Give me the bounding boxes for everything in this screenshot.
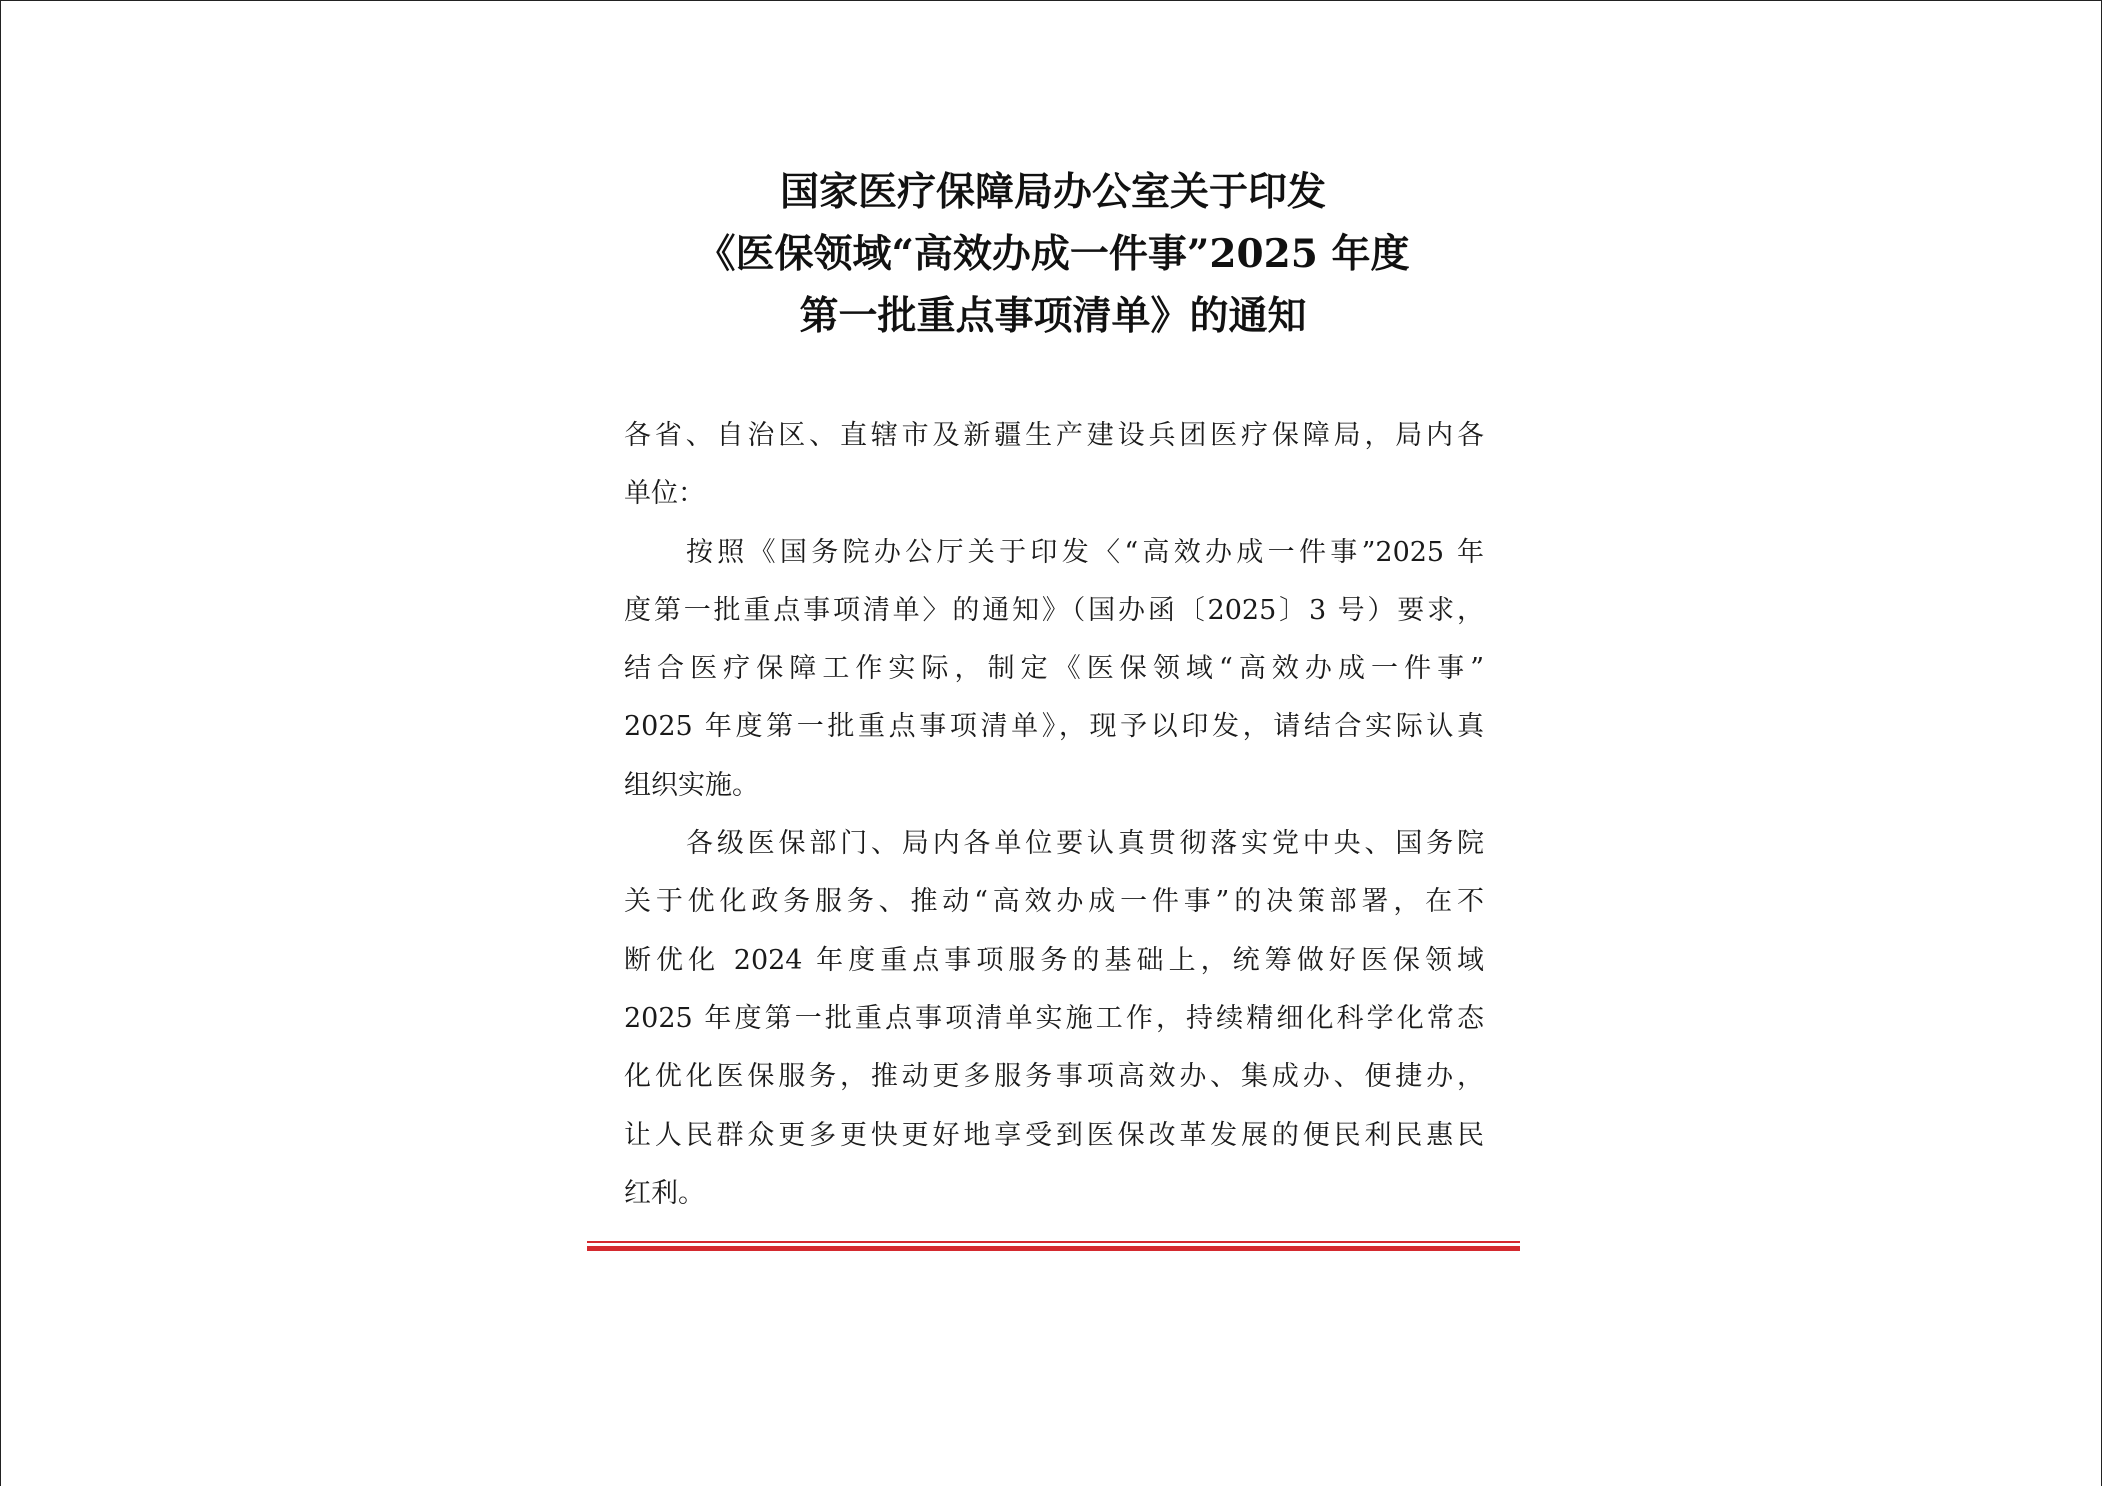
paragraph-1-line-2: 度第一批重点事项清单〉的通知》（国办函〔2025〕3 号）要求， bbox=[624, 594, 1484, 626]
document-body bbox=[624, 407, 1484, 1223]
salutation-line-2: 单位： bbox=[624, 478, 705, 510]
paragraph-1-line-5: 组织实施。 bbox=[624, 769, 759, 801]
paragraph-2-line-1: 各级医保部门、局内各单位要认真贯彻落实党中央、国务院 bbox=[686, 828, 1484, 860]
red-separator-thick bbox=[587, 1246, 1520, 1251]
title-line-3: 第一批重点事项清单》的通知 bbox=[799, 293, 1307, 339]
paragraph-2-line-4: 2025 年度第一批重点事项清单实施工作，持续精细化科学化常态 bbox=[624, 1002, 1484, 1034]
paragraph-2-line-7: 红利。 bbox=[624, 1177, 705, 1209]
paragraph-2-line-6: 让人民群众更多更快更好地享受到医保改革发展的便民利民惠民 bbox=[624, 1119, 1484, 1151]
paragraph-2 bbox=[624, 815, 1484, 1223]
paragraph-1-line-3: 结合医疗保障工作实际，制定《医保领域“高效办成一件事” bbox=[624, 653, 1484, 685]
paragraph-1 bbox=[624, 524, 1484, 815]
paragraph-2-line-5: 化优化医保服务，推动更多服务事项高效办、集成办、便捷办， bbox=[624, 1061, 1484, 1093]
paragraph-2-line-2: 关于优化政务服务、推动“高效办成一件事”的决策部署，在不 bbox=[624, 886, 1484, 918]
paragraph-2-line-3: 断优化 2024 年度重点事项服务的基础上，统筹做好医保领域 bbox=[624, 944, 1484, 976]
red-separator-thin bbox=[587, 1241, 1520, 1243]
salutation bbox=[624, 407, 1484, 524]
title-line-2: 《医保领域“高效办成一件事”2025 年度 bbox=[696, 231, 1410, 277]
salutation-line-1: 各省、自治区、直辖市及新疆生产建设兵团医疗保障局，局内各 bbox=[624, 420, 1484, 451]
document-title bbox=[621, 161, 1485, 347]
paragraph-1-line-1: 按照《国务院办公厅关于印发〈“高效办成一件事”2025 年 bbox=[686, 536, 1484, 568]
title-line-1: 国家医疗保障局办公室关于印发 bbox=[779, 169, 1326, 215]
paragraph-1-line-4: 2025 年度第一批重点事项清单》，现予以印发，请结合实际认真 bbox=[624, 711, 1484, 743]
